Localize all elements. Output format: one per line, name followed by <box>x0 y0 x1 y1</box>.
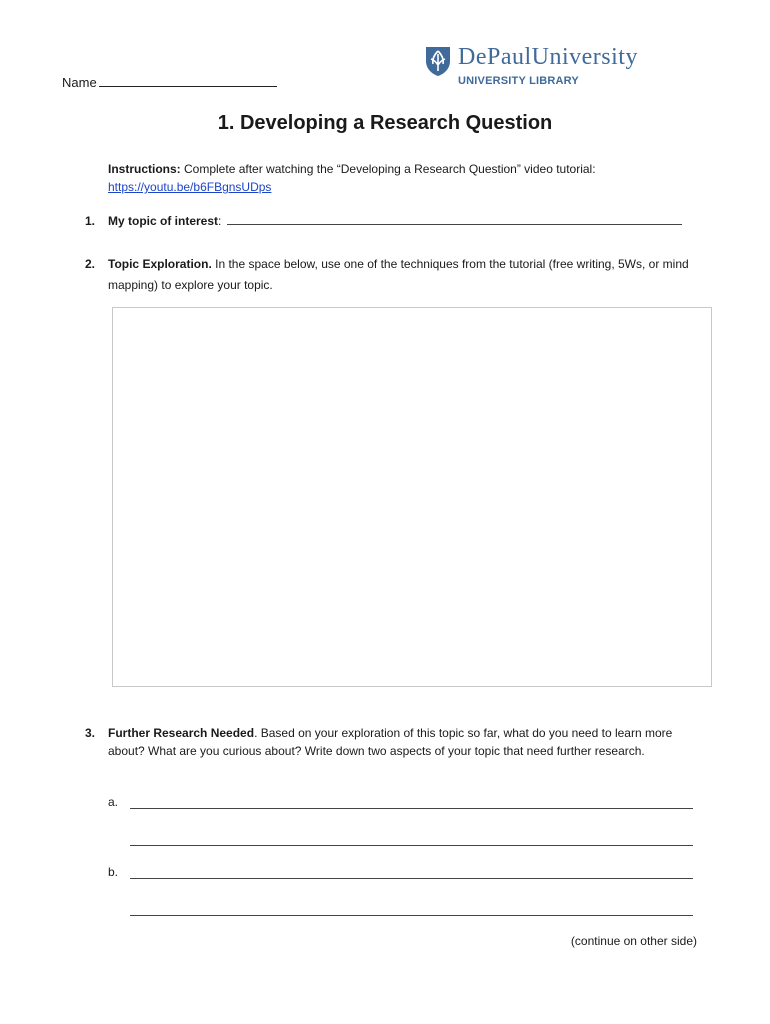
depaul-shield-icon <box>424 45 452 77</box>
continue-note: (continue on other side) <box>570 934 697 948</box>
topic-answer-line[interactable] <box>227 213 682 225</box>
question-1 <box>85 212 698 230</box>
question-label: Topic Exploration. <box>108 257 212 271</box>
instructions <box>108 160 668 196</box>
question-text: In the space below, use one of the techniques from the tutorial (free writing, 5Ws, or mind mapping) to explore your topic. <box>108 257 689 292</box>
depaul-logo <box>424 44 664 92</box>
name-blank[interactable] <box>99 74 277 87</box>
question-2 <box>85 254 708 296</box>
university-name: DePaulUniversity <box>458 44 638 70</box>
question-text: . Based on your exploration of this topic so far, what do you need to learn more about? What are you curious about? Write down two aspects of your topic that need further research. <box>108 726 673 758</box>
tutorial-link[interactable]: https://youtu.be/b6FBgnsUDps <box>108 180 272 194</box>
question-label: My topic of interest <box>108 214 219 228</box>
library-name: UNIVERSITY LIBRARY <box>458 75 579 87</box>
question-number: 2. <box>85 257 96 271</box>
question-text: : <box>218 214 222 228</box>
name-label: Name <box>62 75 97 90</box>
option-b-label: b. <box>108 865 119 879</box>
option-b-line-2[interactable] <box>130 915 693 916</box>
name-field[interactable] <box>62 74 277 90</box>
question-label: Further Research Needed <box>108 726 255 740</box>
option-a-label: a. <box>108 795 119 809</box>
exploration-box[interactable] <box>112 307 712 687</box>
instructions-text: Complete after watching the “Developing a Research Question” video tutorial: <box>180 162 596 176</box>
question-number: 3. <box>85 726 96 740</box>
option-a-line-1[interactable] <box>130 808 693 809</box>
page-title: 1. Developing a Research Question <box>217 112 553 134</box>
option-b-line-1[interactable] <box>130 878 693 879</box>
instructions-label: Instructions: <box>108 162 181 176</box>
question-3 <box>85 724 688 760</box>
question-number: 1. <box>85 214 96 228</box>
option-a-line-2[interactable] <box>130 845 693 846</box>
